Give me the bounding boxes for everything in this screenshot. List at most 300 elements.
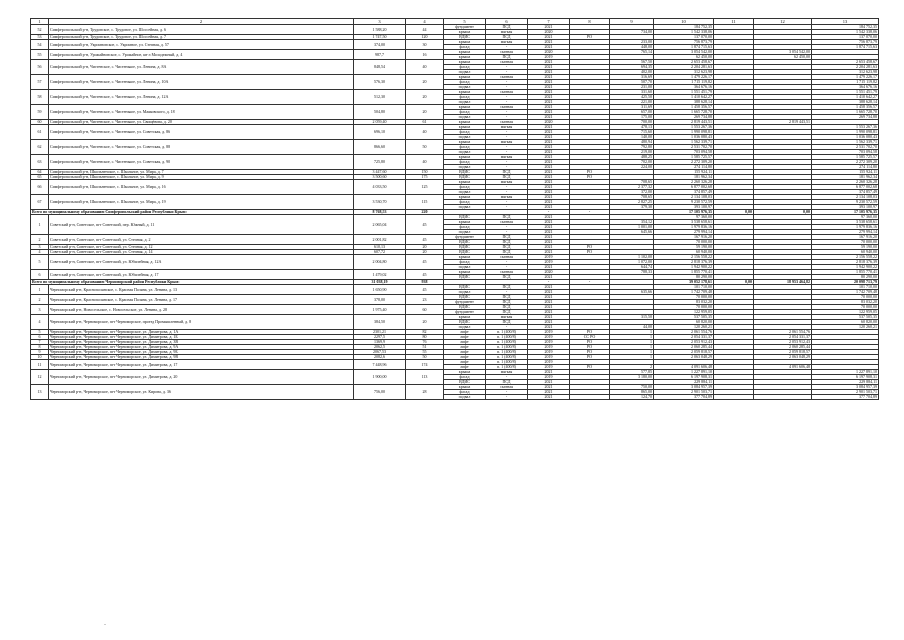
value-cell: 1: [610, 350, 654, 355]
value-cell: 279 994,14: [812, 230, 879, 235]
value-cell: 1 410 642,27: [812, 95, 879, 100]
footer-mark: -: [104, 622, 106, 628]
row-number: 3: [31, 305, 49, 315]
value-cell: 70 000,00: [812, 240, 879, 245]
value-cell: 184 752,35: [654, 25, 714, 30]
area-cell: 378,00: [354, 295, 406, 305]
value-cell: 393 100,97: [654, 205, 714, 210]
row-number: 12: [31, 370, 49, 385]
value-cell: 425,50: [610, 95, 654, 100]
residents-cell: 50: [406, 140, 444, 155]
value-cell: РО: [570, 350, 610, 355]
address-cell: Симферопольский р-н, Трудовское, с. Трудовое, ул. Шоссейная, д. 7: [49, 35, 354, 40]
row-number: 5: [31, 255, 49, 270]
value-cell: фундамент: [444, 25, 486, 30]
value-cell: 2021: [528, 240, 570, 245]
value-cell: п. 1 (400/8): [486, 345, 528, 350]
value-cell: 2021: [528, 145, 570, 150]
value-cell: -: [486, 65, 528, 70]
value-cell: -: [486, 395, 528, 400]
value-cell: 2 901 503,71: [654, 390, 714, 395]
value-cell: 377 704,89: [812, 395, 879, 400]
area-cell: 2062,5: [354, 345, 406, 350]
value-cell: 70 000,00: [654, 295, 714, 300]
address-cell: Симферопольский р-н, Школьненское, с. Школьное, ул. Мира, д. 9: [49, 175, 354, 180]
value-cell: РО: [570, 345, 610, 350]
value-cell: 2021: [528, 115, 570, 120]
value-cell: 6 877 002,68: [654, 185, 714, 190]
value-cell: 1 410 642,27: [654, 95, 714, 100]
value-cell: 750,00: [610, 385, 654, 390]
value-cell: п. 1 (400/8): [486, 335, 528, 340]
value-cell: 2020: [528, 30, 570, 35]
value-cell: 2019: [528, 340, 570, 345]
area-cell: 1369,9: [354, 340, 406, 345]
value-cell: 1: [610, 330, 654, 335]
value-cell: ПСД: [486, 235, 528, 240]
value-cell: 700,00: [610, 120, 654, 125]
value-cell: 2 819 443,51: [654, 120, 714, 125]
value-cell: 2020: [528, 120, 570, 125]
residents-cell: 120: [406, 35, 444, 40]
value-cell: 2019: [528, 335, 570, 340]
value-cell: 1 990 098,81: [812, 130, 879, 135]
value-cell: -: [486, 150, 528, 155]
value-cell: подвал: [444, 115, 486, 120]
value-cell: 1 562 339,71: [654, 140, 714, 145]
value-cell: [754, 395, 812, 400]
address-cell: Черноморский р-н, Краснополянское, с. Красная Поляна, ул. Ленина, д. 17: [49, 295, 354, 305]
value-cell: 2021: [528, 380, 570, 385]
value-cell: 1 227 891,10: [812, 370, 879, 375]
value-cell: 2021: [528, 225, 570, 230]
value-cell: фасад: [444, 375, 486, 380]
value-cell: ПСД: [486, 240, 528, 245]
row-number: 6: [31, 335, 49, 340]
value-cell: 756 873,79: [812, 40, 879, 45]
row-number: 3: [31, 245, 49, 250]
value-cell: 2021: [528, 25, 570, 30]
value-cell: РО: [570, 330, 610, 335]
value-cell: скатная: [486, 50, 528, 55]
value-cell: 1 585 725,57: [654, 155, 714, 160]
residents-cell: 20: [406, 315, 444, 330]
value-cell: крыша: [444, 220, 486, 225]
value-cell: 2 053 912,43: [754, 340, 812, 345]
value-cell: фундамент: [444, 300, 486, 305]
value-cell: 0,00: [714, 210, 754, 215]
row-number: 1: [31, 285, 49, 295]
value-cell: -: [486, 115, 528, 120]
area-cell: 2297,5: [354, 335, 406, 340]
value-cell: 2 272 309,20: [654, 160, 714, 165]
value-cell: 1 542 338,06: [654, 30, 714, 35]
value-cell: 402,00: [610, 70, 654, 75]
row-number: 2: [31, 295, 49, 305]
value-cell: 2021: [528, 285, 570, 290]
value-cell: 184 752,35: [812, 25, 879, 30]
value-cell: крыша: [444, 75, 486, 80]
value-cell: 2021: [528, 305, 570, 310]
address-cell: Симферопольский р-н, Чистенское, с. Чистенькое, ул. Маяковского, д. 18: [49, 105, 354, 120]
value-cell: 1 458 356,57: [812, 105, 879, 110]
value-cell: 703 094,58: [812, 150, 879, 155]
area-cell: 576,30: [354, 75, 406, 90]
value-cell: -: [486, 205, 528, 210]
value-cell: подвал: [444, 85, 486, 90]
value-cell: 167 916,20: [654, 235, 714, 240]
value-cell: 2021: [528, 215, 570, 220]
value-cell: 488,25: [610, 155, 654, 160]
row-number: 60: [31, 120, 49, 125]
value-cell: -: [486, 225, 528, 230]
value-cell: 2021: [528, 320, 570, 325]
residents-cell: 45: [406, 270, 444, 280]
value-cell: ВДИС: [444, 320, 486, 325]
area-cell: 1 479,02: [354, 270, 406, 280]
value-cell: 2021: [528, 85, 570, 90]
row-number: 64: [31, 170, 49, 175]
value-cell: 2 818 376,39: [654, 260, 714, 265]
value-cell: мягкая: [486, 180, 528, 185]
value-cell: 312 623,98: [654, 70, 714, 75]
value-cell: 2019: [528, 350, 570, 355]
value-cell: 1 562 339,71: [812, 140, 879, 145]
value-cell: крыша: [444, 370, 486, 375]
value-cell: -: [486, 165, 528, 170]
value-cell: -: [528, 210, 570, 215]
value-cell: 2021: [528, 390, 570, 395]
value-cell: 124,70: [610, 395, 654, 400]
value-cell: ВДИС: [444, 295, 486, 300]
value-cell: -: [486, 200, 528, 205]
value-cell: 0,00: [714, 280, 754, 285]
residents-cell: 55: [406, 350, 444, 355]
area-cell: 756,00: [354, 385, 406, 400]
value-cell: 2021: [528, 95, 570, 100]
address-cell: Советский р-н, Советское, пгт Советский, пер. Южный, д. 11: [49, 215, 354, 235]
value-cell: лифт: [444, 345, 486, 350]
residents-cell: 113: [406, 370, 444, 385]
residents-cell: 45: [406, 235, 444, 245]
address-cell: Симферопольский р-н, Чистенское, с. Чистенькое, ул. Советская, д. 88: [49, 140, 354, 155]
value-cell: 1 542 338,06: [812, 30, 879, 35]
value-cell: -: [486, 130, 528, 135]
residents-cell: 45: [406, 285, 444, 295]
value-cell: [570, 395, 610, 400]
value-cell: 2021: [528, 265, 570, 270]
value-cell: фасад: [444, 185, 486, 190]
residents-cell: 40: [406, 60, 444, 75]
value-cell: 1 715 119,82: [812, 80, 879, 85]
value-cell: 2019: [528, 330, 570, 335]
address-cell: Черноморский р-н, Черноморское, пгт Черноморское, проезд Промышленный, д. 8: [49, 315, 354, 330]
column-header: 5: [444, 19, 486, 25]
address-cell: Черноморский р-н, Черноморское, пгт Черноморское, ул. Димитрова, д. 17: [49, 360, 354, 370]
residents-cell: 220: [406, 210, 444, 215]
value-cell: 2 204 281,63: [812, 65, 879, 70]
value-cell: 1: [610, 335, 654, 340]
residents-cell: 20: [406, 105, 444, 120]
value-cell: 2021: [528, 125, 570, 130]
residents-cell: 115: [406, 195, 444, 210]
value-cell: 364 676,16: [654, 85, 714, 90]
value-cell: крыша: [444, 55, 486, 60]
value-cell: 1 001,00: [610, 225, 654, 230]
value-cell: 316,69: [610, 75, 654, 80]
value-cell: 2021: [528, 60, 570, 65]
value-cell: 2021: [528, 235, 570, 240]
residents-cell: 20: [406, 75, 444, 90]
value-cell: 2021: [528, 370, 570, 375]
value-cell: 17 105 976,35: [654, 210, 714, 215]
value-cell: 1: [610, 355, 654, 360]
value-cell: 80 290,00: [812, 275, 879, 280]
value-cell: 1 874 715,63: [654, 45, 714, 50]
value-cell: -: [570, 280, 610, 285]
value-cell: ВДИС: [444, 245, 486, 250]
value-cell: -: [570, 210, 610, 215]
value-cell: подвал: [444, 190, 486, 195]
area-cell: 8 768,53: [354, 210, 406, 215]
value-cell: 2 053 912,43: [654, 340, 714, 345]
value-cell: -: [486, 85, 528, 90]
value-cell: 2021: [528, 310, 570, 315]
value-cell: 1 551 451,79: [654, 90, 714, 95]
area-cell: 384,50: [354, 315, 406, 330]
value-cell: 1 553 267,36: [654, 125, 714, 130]
value-cell: 1 742 709,48: [654, 290, 714, 295]
value-cell: ПСД: [486, 380, 528, 385]
value-cell: подвал: [444, 230, 486, 235]
value-cell: мягкая: [486, 140, 528, 145]
value-cell: ПСД: [486, 215, 528, 220]
value-cell: 97 360,00: [812, 215, 879, 220]
value-cell: фундамент: [444, 310, 486, 315]
value-cell: РО: [570, 175, 610, 180]
area-cell: 866,60: [354, 140, 406, 155]
address-cell: Советский р-н, Советское, пгт Советский, ул. Юбилейная, д. 12А: [49, 255, 354, 270]
value-cell: подвал: [444, 265, 486, 270]
value-cell: ВДИС: [444, 175, 486, 180]
residents-cell: 61: [406, 120, 444, 125]
residents-cell: 174: [406, 360, 444, 370]
value-cell: крыша: [444, 140, 486, 145]
value-cell: 269 734,88: [812, 115, 879, 120]
value-cell: 2021: [528, 200, 570, 205]
value-cell: 2021: [528, 315, 570, 320]
column-header: 12: [754, 19, 812, 25]
value-cell: 97 360,00: [654, 215, 714, 220]
column-header: 9: [610, 19, 654, 25]
value-cell: РО: [570, 250, 610, 255]
value-cell: 6 197 908,31: [812, 375, 879, 380]
value-cell: 83 032,20: [812, 300, 879, 305]
value-cell: п. 1 (400/8): [486, 330, 528, 335]
value-cell: 2 156 558,22: [654, 255, 714, 260]
value-cell: мягкая: [486, 125, 528, 130]
address-cell: Симферопольский р-н, Чистенское, с. Чистенькое, ул. Ленина, д. 8А: [49, 60, 354, 75]
value-cell: 6 877 002,68: [812, 185, 879, 190]
summary-label: Всего по муниципальному образованию Симферопольский район Республики Крым:: [31, 210, 354, 215]
value-cell: фасад: [444, 200, 486, 205]
value-cell: 3 538 658,61: [812, 220, 879, 225]
value-cell: 645,66: [610, 230, 654, 235]
value-cell: 1 874 715,63: [812, 45, 879, 50]
area-cell: 2301,21: [354, 330, 406, 335]
value-cell: фасад: [444, 130, 486, 135]
area-cell: 610,13: [354, 245, 406, 250]
value-cell: подвал: [444, 325, 486, 330]
value-cell: 70 000,00: [654, 305, 714, 310]
residents-cell: 20: [406, 90, 444, 105]
address-cell: Советский р-н, Советское, пгт Советский, ул. Степная, д. 14: [49, 250, 354, 255]
value-cell: фасад: [444, 145, 486, 150]
value-cell: -: [486, 95, 528, 100]
address-cell: Советский р-н, Советское, пгт Советский, ул. Юбилейная, д. 17: [49, 270, 354, 280]
value-cell: крыша: [444, 40, 486, 45]
value-cell: -: [486, 390, 528, 395]
value-cell: 312 623,98: [812, 70, 879, 75]
value-cell: -: [486, 265, 528, 270]
column-header: 11: [714, 19, 754, 25]
value-cell: 181 962,34: [812, 175, 879, 180]
value-cell: 2021: [528, 180, 570, 185]
value-cell: 1 942 900,22: [654, 265, 714, 270]
value-cell: -: [486, 190, 528, 195]
value-cell: 2 260 326,28: [654, 180, 714, 185]
value-cell: 2021: [528, 220, 570, 225]
row-number: 62: [31, 140, 49, 155]
value-cell: 354,12: [610, 220, 654, 225]
value-cell: 703 094,58: [654, 150, 714, 155]
value-cell: мягкая: [486, 195, 528, 200]
residents-cell: 16: [406, 50, 444, 60]
value-cell: 1 979 836,16: [654, 225, 714, 230]
value-cell: 2021: [528, 195, 570, 200]
value-cell: 1 553 267,36: [812, 125, 879, 130]
value-cell: 1 855 770,41: [812, 270, 879, 275]
value-cell: 155 924,11: [812, 170, 879, 175]
value-cell: 537 505,35: [654, 315, 714, 320]
value-cell: 70 000,00: [812, 305, 879, 310]
residents-cell: 175: [406, 175, 444, 180]
value-cell: ПСД: [486, 295, 528, 300]
value-cell: 507,70: [610, 80, 654, 85]
value-cell: 2021: [528, 40, 570, 45]
area-cell: 2 059,40: [354, 120, 406, 125]
address-cell: Черноморский р-н, Черноморское, пгт Черноморское, ул. Димитрова, д. 20: [49, 370, 354, 385]
value-cell: 1 665 728,70: [654, 110, 714, 115]
value-cell: 2021: [528, 165, 570, 170]
value-cell: 62 450,00: [654, 55, 714, 60]
residents-cell: 20: [406, 245, 444, 250]
value-cell: 224,00: [610, 165, 654, 170]
row-number: 54: [31, 40, 49, 50]
value-cell: 2021: [528, 185, 570, 190]
value-cell: 448,00: [610, 45, 654, 50]
value-cell: крыша: [444, 50, 486, 55]
value-cell: скатная: [486, 60, 528, 65]
value-cell: -: [528, 280, 570, 285]
value-cell: лифт: [444, 330, 486, 335]
value-cell: 2 377,32: [610, 185, 654, 190]
value-cell: ВДИС: [444, 35, 486, 40]
area-cell: 848,54: [354, 60, 406, 75]
value-cell: подвал: [444, 290, 486, 295]
value-cell: фасад: [444, 225, 486, 230]
value-cell: ПСД: [486, 305, 528, 310]
value-cell: 219,00: [610, 150, 654, 155]
value-cell: 1 072,00: [610, 260, 654, 265]
value-cell: 4 091 606,48: [654, 365, 714, 370]
value-cell: фасад: [444, 260, 486, 265]
value-cell: 231,00: [610, 85, 654, 90]
address-cell: Черноморский р-н, Черноморское, пгт Черноморское, ул. Димитрова, д. 9В: [49, 355, 354, 360]
value-cell: 39 052 178,61: [654, 280, 714, 285]
value-cell: подвал: [444, 150, 486, 155]
area-cell: 31 038,19: [354, 280, 406, 285]
value-cell: 2019: [528, 375, 570, 380]
value-cell: 60 820,00: [812, 320, 879, 325]
value-cell: 715,60: [610, 130, 654, 135]
value-cell: -: [486, 375, 528, 380]
value-cell: 3 054 542,00: [654, 50, 714, 55]
area-cell: 987,7: [354, 50, 406, 60]
row-number: 6: [31, 270, 49, 280]
area-cell: 3 447,60: [354, 170, 406, 175]
value-cell: ПСД: [486, 25, 528, 30]
value-cell: 2021: [528, 300, 570, 305]
address-cell: Черноморский р-н, Новосельское, с. Новосельское, ул. Ленина, д. 28: [49, 305, 354, 315]
value-cell: 59 190,00: [654, 245, 714, 250]
value-cell: 3 054 542,00: [754, 50, 812, 55]
value-cell: 59 190,00: [812, 245, 879, 250]
value-cell: 2021: [528, 45, 570, 50]
row-number: 65: [31, 175, 49, 180]
value-cell: 140,00: [610, 135, 654, 140]
value-cell: 1: [610, 340, 654, 345]
value-cell: 101 710,00: [812, 285, 879, 290]
address-cell: Советский р-н, Советское, пгт Советский, ул. Степная, д. 2: [49, 235, 354, 245]
value-cell: ПСД: [486, 275, 528, 280]
value-cell: 374 857,49: [654, 190, 714, 195]
row-number: 2: [31, 235, 49, 245]
column-header: 4: [406, 19, 444, 25]
value-cell: скатная: [486, 270, 528, 275]
value-cell: 0,00: [754, 210, 812, 215]
area-cell: 512,30: [354, 90, 406, 105]
value-cell: 1 942 900,22: [812, 265, 879, 270]
value-cell: 20 098 713,79: [812, 280, 879, 285]
value-cell: 167 916,20: [812, 235, 879, 240]
value-cell: подвал: [444, 395, 486, 400]
area-cell: 7 448,96: [354, 360, 406, 370]
value-cell: 1 479 226,17: [812, 75, 879, 80]
value-cell: -: [486, 160, 528, 165]
value-cell: 2021: [528, 290, 570, 295]
value-cell: 70 000,00: [812, 295, 879, 300]
value-cell: 2021: [528, 175, 570, 180]
value-cell: 120 260,21: [812, 325, 879, 330]
value-cell: 480,94: [610, 140, 654, 145]
value-cell: подвал: [444, 205, 486, 210]
value-cell: -: [486, 260, 528, 265]
value-cell: фасад: [444, 160, 486, 165]
row-number: 56: [31, 60, 49, 75]
value-cell: крыша: [444, 30, 486, 35]
value-cell: 388 628,14: [654, 100, 714, 105]
